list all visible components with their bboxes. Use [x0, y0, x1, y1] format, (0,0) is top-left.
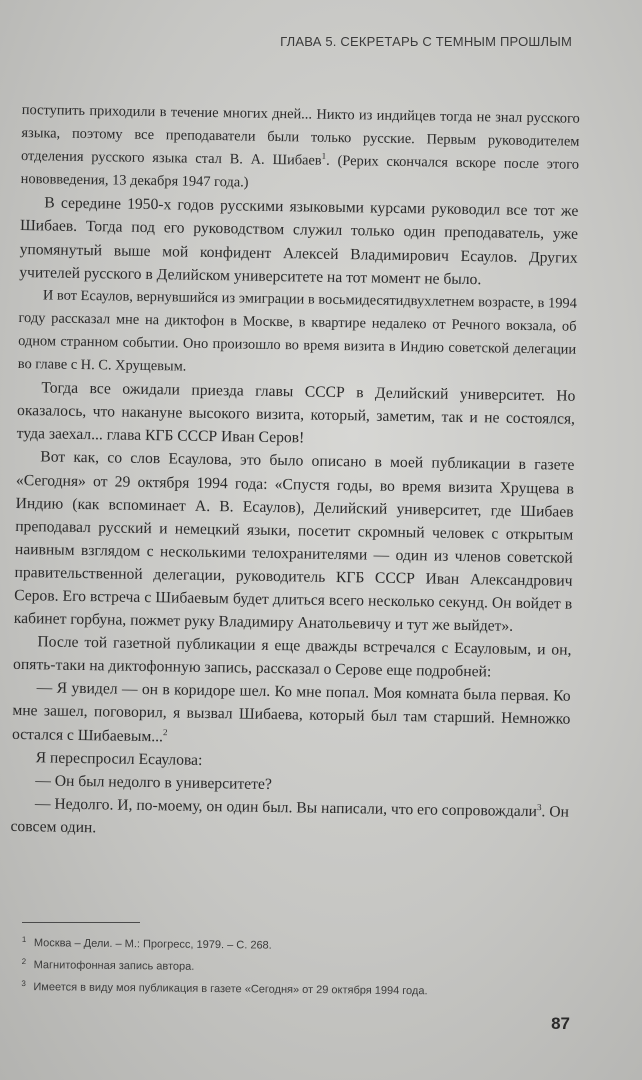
- paragraph-7: — Я увидел — он в коридоре шел. Ко мне попал. Моя комната была первая. Ко мне зашел, поговорил, я вызвал Шибаева, который был там старший. Немножко остался с Шибаевым...$^2$: [11, 679, 571, 745]
- footnote-text: Имеется в виду моя публикация в газете «Сегодня» от 29 октября 1994 года.: [33, 981, 428, 998]
- paragraph-6: После той газетной публикации я еще дважды встречался с Есауловым, и он, опять-таки на диктофонную запись, рассказал о Серове еще подробней:: [12, 633, 572, 681]
- running-header: ГЛАВА 5. СЕКРЕТАРЬ С ТЕМНЫМ ПРОШЛЫМ: [280, 34, 572, 49]
- page-number: 87: [551, 1014, 570, 1033]
- paragraph-4: Тогда все ожидали приезда главы СССР в Делийский университет. Но оказалось, что накануне высокого визита, который, заметим, так и не состоялся, туда заехал... глава КГБ СССР Иван Серов!: [16, 379, 576, 447]
- paragraph-5: Вот как, со слов Есаулова, это было описано в моей публикации в газете «Сегодня» от 29 октября 1994 года: «Спустя годы, во время визита Хрущева в Индию (как вспоминает А. В. Есаулов), Делийский университет, где Шибаев преподавал русский и немецкий языки, посетит скромный человек с открытым наивным взглядом с несколькими телохранителями — один из членов советской правительственной делегации, руководитель КГБ СССР Иван Александрович Серов. Его встреча с Шибаевым будет длиться всего несколько секунд. Он войдет в кабинет горбуна, пожмет руку Владимиру Анатольевичу и тут же выйдет».: [13, 448, 575, 635]
- footnote-3: [21, 976, 581, 1004]
- footnote-ref-2: 2: [163, 726, 168, 737]
- paragraph-1: поступить приходили в течение многих дней... Никто из индийцев тогда не знал русского языка, поэтому все преподаватели были только русские. Первым руководителем отделения русского языка стал В. А. Шибаев$^1$. (Рерих скончался вскоре после этого нововведения, 13 декабря 1947 года.): [20, 101, 580, 191]
- footnote-ref-3: 3: [536, 801, 542, 812]
- footnote-text: Магнитофонная запись автора.: [33, 959, 195, 973]
- paragraph-2: В середине 1950-х годов русскими языковыми курсами руководил все тот же Шибаев. Тогда под его руководством служил только один преподаватель, уже упомянутый выше мой конфидент Алексей Владимирович Есаулов. Других учителей русского в Делийском университете на тот момент не было.: [19, 194, 579, 288]
- footnote-number: 3: [21, 978, 26, 989]
- footnote-text: Москва – Дели. – М.: Прогресс, 1979. – С. 268.: [33, 937, 272, 952]
- paragraph-9: — Он был недолго в университете?: [35, 772, 272, 793]
- paragraph-8: Я переспросил Есаулова:: [35, 748, 203, 769]
- footnotes: [21, 932, 582, 1004]
- footnote-ref-1: 1: [321, 151, 327, 162]
- main-text: [10, 99, 580, 847]
- footnote-number: 2: [21, 956, 27, 967]
- paragraph-3: И вот Есаулов, вернувшийся из эмиграции в восьмидесятидвухлетнем возрасте, в 1994 году рассказал мне на диктофон в Москве, в квартире недалеко от Речного вокзала, об одном странном событии. Оно произошло во время визита в Индию советской делегации во главе с Н. С. Хрущевым.: [17, 287, 577, 375]
- footnote-number: 1: [21, 934, 27, 945]
- footnote-divider: [22, 922, 140, 923]
- paragraph-10: — Недолго. И, по-моему, он один был. Вы написали, что его сопровождали$^3$. Он совсем один.: [10, 795, 570, 837]
